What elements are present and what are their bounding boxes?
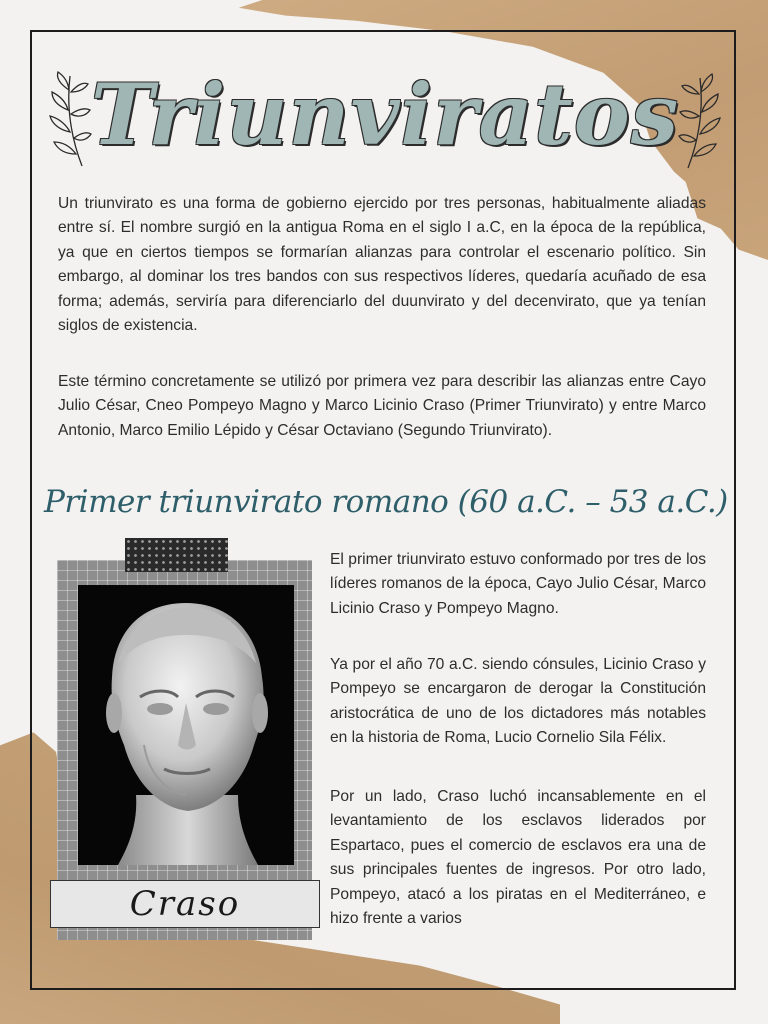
bust-photo <box>78 585 294 865</box>
section-heading: Primer triunvirato romano (60 a.C. – 53 a.C.) <box>44 484 728 520</box>
leaf-branch-icon <box>678 72 728 172</box>
section-paragraph: Por un lado, Craso luchó incansablemente en el levantamiento de los esclavos liderados por Espartaco, pues el comercio de esclavos era una de sus principales fuentes de ingresos. Por otro lado, Pompeyo, atacó a los piratas en el Mediterráneo, e hizo frente a varios <box>330 788 706 928</box>
page-title: Triunviratos <box>90 65 680 164</box>
intro-paragraph: Este término concretamente se utilizó por primera vez para describir las alianzas entre Cayo Julio César, Cneo Pompeyo Magno y Marco Licinio Craso (Primer Triunvirato) y entre Marco Antonio, Marco Emilio Lépido y César Octaviano (Segundo Triunvirato). <box>58 373 706 439</box>
washi-tape <box>125 538 228 572</box>
leaf-branch-icon <box>42 70 92 170</box>
photo-caption: Craso <box>50 880 320 928</box>
section-paragraph: Ya por el año 70 a.C. siendo cónsules, Licinio Craso y Pompeyo se encargaron de derogar la Constitución aristocrática de uno de los dictadores más notables en la historia de Roma, Lucio Cornelio Sila Félix. <box>330 656 706 747</box>
section-paragraph: El primer triunvirato estuvo conformado por tres de los líderes romanos de la época, Cayo Julio César, Marco Licinio Craso y Pompeyo Magno. <box>330 551 706 617</box>
intro-paragraph: Un triunvirato es una forma de gobierno ejercido por tres personas, habitualmente aliadas entre sí. El nombre surgió en la antigua Roma en el siglo I a.C, en la época de la república, ya que en ciertos tiempos se formarían alianzas para controlar el escenario político. Sin embargo, al dominar los tres bandos con sus respectivos líderes, quedaría acuñado de esa forma; además, serviría para diferenciarlo del duunvirato y del decenvirato, que ya tenían siglos de existencia. <box>58 195 706 335</box>
